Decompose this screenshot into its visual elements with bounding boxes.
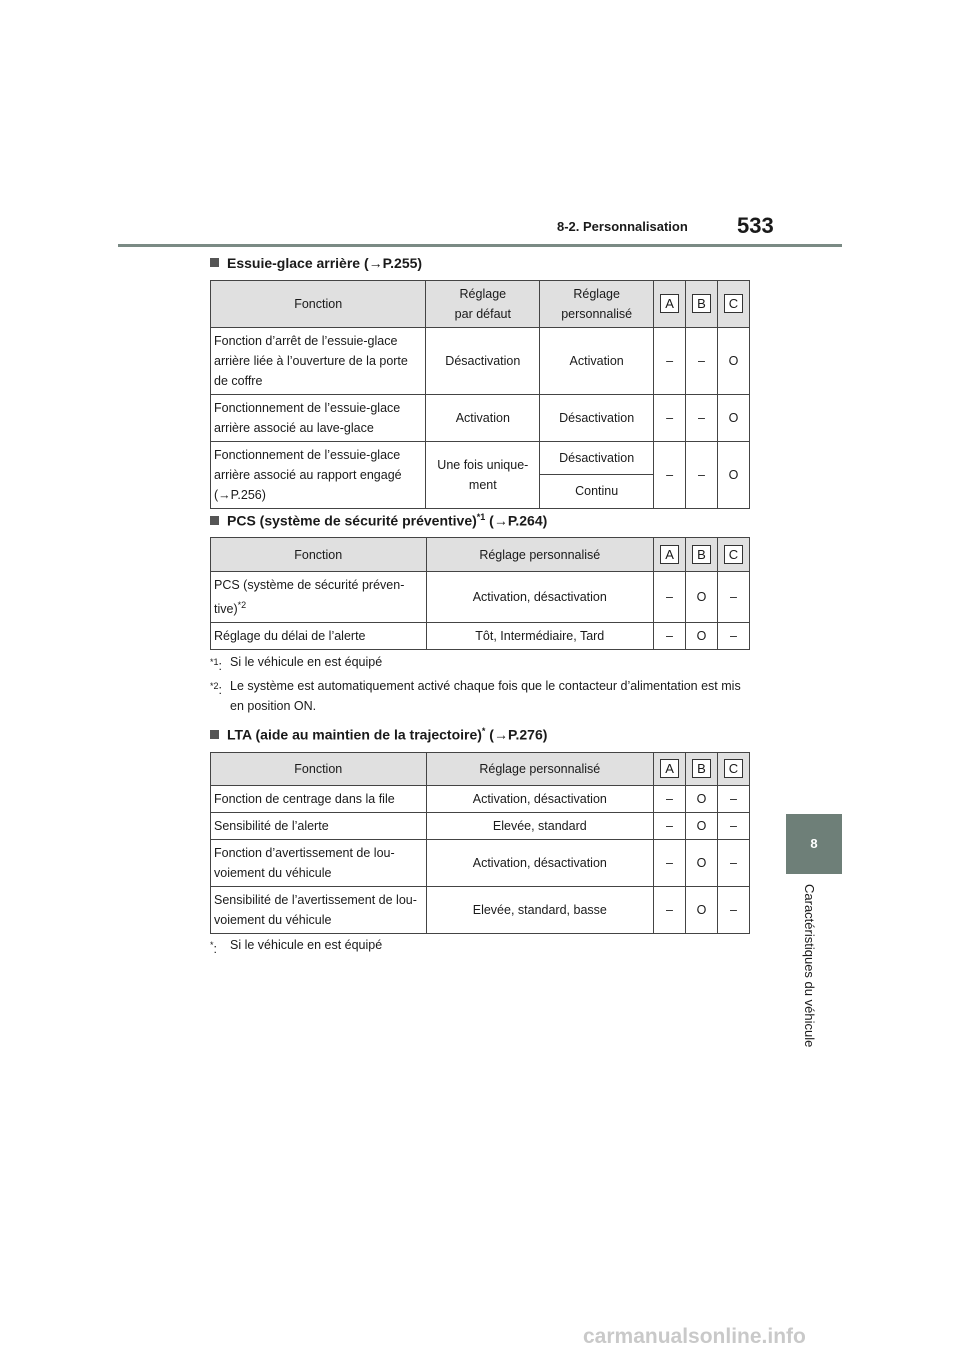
cell-a: – [654,623,686,650]
cell-c: O [718,328,750,395]
cell-function: Fonctionnement de l’essuie-glace arrière associé au rapport engagé (→P.256) [211,442,426,509]
cell-a: – [654,786,686,813]
cell-a: – [654,572,686,623]
table-row [211,328,750,395]
cell-a: – [654,840,686,887]
footnote: *: Si le véhicule en est équipé [210,935,745,959]
cell-c: – [717,813,749,840]
footnote-mark: *2 [237,600,247,610]
section-ref: (→P.264) [485,512,548,529]
cell-b: – [686,442,718,509]
cell-a: – [654,442,686,509]
cell-function: Fonction d’arrêt de l’essuie-glace arrière liée à l’ouverture de la porte de coffre [211,328,426,395]
cell-b: O [686,887,718,934]
cell-a: – [654,395,686,442]
section-heading [210,512,547,529]
cell-function: Réglage du délai de l’alerte [211,623,427,650]
column-a-box: A [660,545,679,564]
side-tab-number: 8 [810,836,818,851]
watermark: carmanualsonline.info [583,1325,806,1348]
column-header-custom: Réglage personnalisé [426,538,654,572]
column-header-custom: Réglage personnalisé [426,753,653,786]
cell-b: O [686,813,718,840]
column-a-box: A [660,294,679,313]
cell-custom: Activation [540,328,654,395]
section-heading [210,726,547,743]
table-row [211,442,750,475]
column-c-box: C [724,545,743,564]
cell-function [211,572,427,623]
cell-function: Fonction de centrage dans la file [211,786,427,813]
cell-custom: Désactivation [540,442,654,475]
column-b-box: B [692,759,711,778]
section-ref: (→P.276) [485,726,548,743]
cell-c: – [717,840,749,887]
column-c-box: C [724,294,743,313]
cell-b: O [686,786,718,813]
cell-custom: Activation, désactivation [426,786,653,813]
cell-custom: Continu [540,474,654,508]
column-a-box: A [660,759,679,778]
cell-b: O [686,840,718,887]
section-heading [210,255,422,271]
table-row [211,623,750,650]
page-number: 533 [737,213,774,238]
column-b-box: B [692,294,711,313]
bullet-square-icon [210,258,219,267]
section-title: PCS (système de sécurité préventive) [227,512,477,529]
cell-a: – [654,887,686,934]
cell-b: O [686,623,718,650]
column-header-function: Fonction [211,281,426,328]
column-header-default: Réglage par défaut [426,281,540,328]
cell-custom: Activation, désactivation [426,572,654,623]
cell-a: – [654,328,686,395]
bullet-square-icon [210,516,219,525]
table-row [211,887,750,934]
cell-function: Fonction d’avertissement de lou- voiement du véhicule [211,840,427,887]
footnote: $^{*2}$: Le système est automatiquement activé chaque fois que le contacteur d’alimentation est mis en position ON. [210,676,745,716]
table-row [211,395,750,442]
column-header-function: Fonction [211,538,427,572]
cell-a: – [654,813,686,840]
table-row [211,813,750,840]
header-section: 8-2. Personnalisation [557,219,688,234]
bullet-square-icon [210,730,219,739]
cell-default: Désactivation [426,328,540,395]
cell-function: Sensibilité de l’alerte [211,813,427,840]
cell-b: – [686,328,718,395]
footnote-mark: * [481,726,486,736]
cell-b: – [686,395,718,442]
footnote-text: Le système est automatiquement activé chaque fois que le contacteur d’alimentation est mis en position ON. [230,679,741,713]
cell-default: Une fois unique- ment [426,442,540,509]
cell-custom: Elevée, standard, basse [426,887,653,934]
cell-c: – [717,786,749,813]
footnote: $^{*1}$: Si le véhicule en est équipé [210,652,745,676]
cell-c: O [718,442,750,509]
footnote-mark: *1 [476,512,486,522]
cell-custom: Tôt, Intermédiaire, Tard [426,623,654,650]
settings-table-rear-wiper [210,280,750,509]
cell-function: Sensibilité de l’avertissement de lou- voiement du véhicule [211,887,427,934]
side-tab[interactable] [786,814,842,874]
column-b-box: B [692,545,711,564]
footnote-text: Si le véhicule en est équipé [230,655,383,669]
cell-c: – [717,623,749,650]
cell-function: Fonctionnement de l’essuie-glace arrière associé au lave-glace [211,395,426,442]
table-row [211,572,750,623]
cell-default: Activation [426,395,540,442]
footnote-mark: * [210,940,214,950]
footnote-mark: *2 [210,681,219,691]
table-row [211,786,750,813]
column-c-box: C [724,759,743,778]
footnote-text: Si le véhicule en est équipé [230,938,383,952]
settings-table-lta [210,752,750,934]
section-title: LTA (aide au maintien de la trajectoire) [227,726,482,743]
table-row [211,840,750,887]
cell-c: – [717,887,749,934]
cell-custom: Désactivation [540,395,654,442]
cell-custom: Activation, désactivation [426,840,653,887]
header-rule [118,244,842,247]
column-header-custom: Réglage personnalisé [540,281,654,328]
settings-table-pcs [210,537,750,650]
side-tab-label: Caractéristiques du véhicule [802,884,817,1048]
section-title: Essuie-glace arrière (→P.255) [227,255,423,271]
column-header-function: Fonction [211,753,427,786]
cell-custom: Elevée, standard [426,813,653,840]
footnote-mark: *1 [210,657,219,667]
cell-b: O [686,572,718,623]
cell-c: – [717,572,749,623]
cell-c: O [718,395,750,442]
cell-function-text: PCS (système de sécurité préven- tive) [214,578,405,617]
